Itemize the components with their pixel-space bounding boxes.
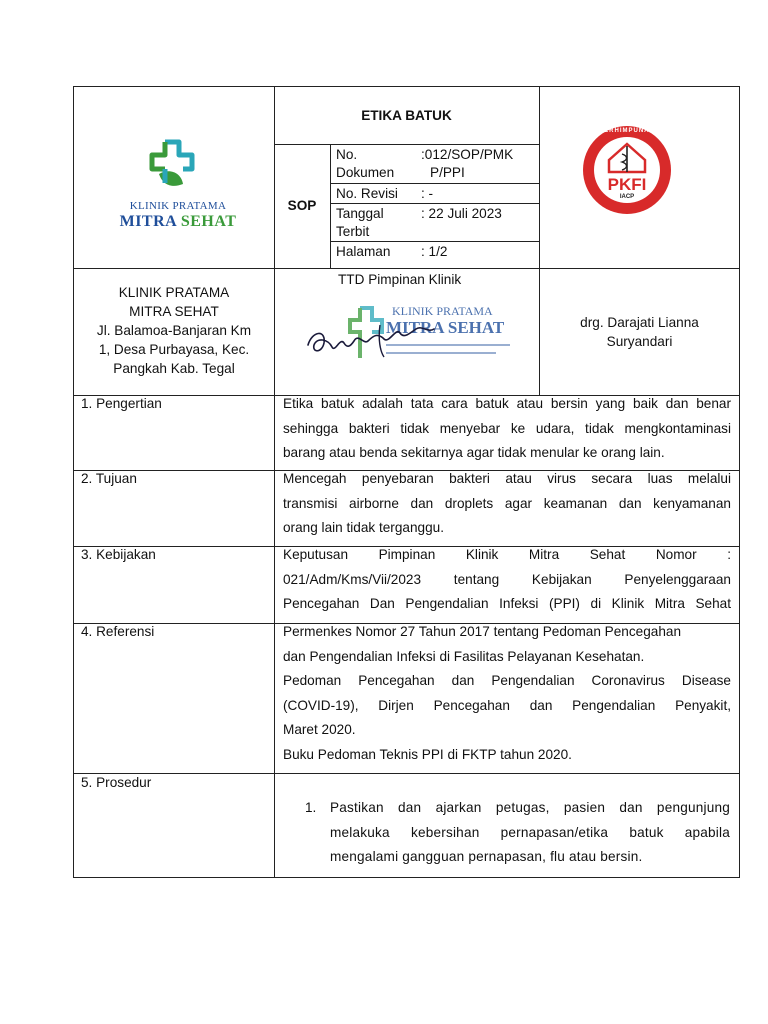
prosedur-line-3: mengalami gangguan pernapasan, flu atau bersin. bbox=[330, 849, 643, 864]
meta-tanggal-label-1: Tanggal bbox=[336, 206, 384, 221]
clinic-address-line-5: Pangkah Kab. Tegal bbox=[113, 361, 235, 376]
meta-halaman-label: Halaman bbox=[336, 244, 391, 259]
section-label-kebijakan: 3. Kebijakan bbox=[81, 547, 156, 562]
section-body-referensi bbox=[283, 620, 731, 767]
referensi-line-6: Buku Pedoman Teknis PPI di FKTP tahun 2020. bbox=[283, 746, 572, 762]
clinic-address bbox=[74, 283, 274, 378]
document-title: ETIKA BATUK bbox=[361, 108, 452, 123]
pkfi-ring-text: PERHIMPUNAN bbox=[599, 128, 655, 134]
meta-no-dokumen-label-1: No. bbox=[336, 147, 358, 162]
sop-label: SOP bbox=[287, 198, 317, 213]
clinic-address-line-1: KLINIK PRATAMA bbox=[118, 285, 230, 300]
section-label-tujuan: 2. Tujuan bbox=[81, 471, 137, 486]
referensi-line-4: (COVID-19), Dirjen Pencegahan dan Pengendalian Penyakit, bbox=[283, 697, 731, 713]
referensi-line-1: Permenkes Nomor 27 Tahun 2017 tentang Pedoman Pencegahan bbox=[283, 624, 682, 639]
tujuan-line-1: Mencegah penyebaran bakteri atau virus secara luas melalui bbox=[283, 471, 731, 486]
section-label-pengertian: 1. Pengertian bbox=[81, 396, 162, 411]
meta-revisi-label: No. Revisi bbox=[336, 186, 398, 201]
tujuan-line-2: transmisi airborne dan droplets agar keamanan dan kenyamanan bbox=[283, 495, 731, 511]
row-divider-prosedur bbox=[73, 773, 740, 774]
table-border-right bbox=[739, 86, 740, 878]
meta-no-dokumen-value-2: P/PPI bbox=[430, 165, 465, 180]
table-border-left bbox=[73, 86, 74, 878]
clinic-logo-line1: KLINIK PRATAMA bbox=[129, 200, 227, 212]
pkfi-sub-text: IACP bbox=[619, 194, 635, 200]
section-body-pengertian bbox=[283, 392, 731, 466]
stamp-line2: MITRA SEHAT bbox=[386, 318, 505, 337]
table-border-top bbox=[73, 86, 740, 87]
clinic-address-line-4: 1, Desa Purbayasa, Kec. bbox=[98, 342, 250, 357]
meta-tanggal-label-2: Terbit bbox=[336, 224, 370, 239]
signer-name bbox=[540, 313, 739, 351]
tujuan-line-3: orang lain tidak terganggu. bbox=[283, 520, 444, 535]
clinic-address-line-2: MITRA SEHAT bbox=[129, 304, 219, 319]
ttd-label: TTD Pimpinan Klinik bbox=[338, 272, 462, 287]
pengertian-line-2: sehingga bakteri tidak menyebar ke udara, tidak mengkontaminasi bbox=[283, 420, 731, 436]
sop-column-divider bbox=[330, 144, 331, 268]
kebijakan-line-2: 021/Adm/Kms/Vii/2023 tentang Kebijakan Penyelenggaraan bbox=[283, 571, 731, 587]
kebijakan-line-3: Pencegahan Dan Pengendalian Infeksi (PPI) di Klinik Mitra Sehat bbox=[283, 596, 731, 611]
signer-name-line-2: Suryandari bbox=[606, 334, 673, 349]
prosedur-line-1: Pastikan dan ajarkan petugas, pasien dan pengunjung bbox=[330, 800, 730, 815]
meta-no-dokumen-value-1: :012/SOP/PMK bbox=[421, 147, 514, 162]
clinic-cross-icon bbox=[145, 138, 205, 196]
pkfi-emblem-icon bbox=[581, 124, 673, 216]
clinic-logo-sehat: SEHAT bbox=[180, 213, 237, 230]
meta-revisi-value: : - bbox=[421, 186, 434, 201]
clinic-logo-line2 bbox=[108, 213, 248, 231]
signature-scribble bbox=[302, 315, 452, 365]
referensi-line-3: Pedoman Pencegahan dan Pengendalian Coronavirus Disease bbox=[283, 673, 731, 688]
section-body-kebijakan bbox=[283, 543, 731, 617]
pengertian-line-3: barang atau benda sekitarnya agar tidak menular ke orang lain. bbox=[283, 445, 665, 460]
pengertian-line-1: Etika batuk adalah tata cara batuk atau bersin yang baik dan benar bbox=[283, 396, 731, 411]
meta-halaman-value: : 1/2 bbox=[421, 244, 448, 259]
referensi-line-2: dan Pengendalian Infeksi di Fasilitas Pelayanan Kesehatan. bbox=[283, 648, 645, 664]
section-body-tujuan bbox=[283, 467, 731, 541]
prosedur-item-number: 1. bbox=[305, 800, 317, 815]
section-body-prosedur bbox=[330, 796, 730, 870]
clinic-logo bbox=[108, 138, 248, 238]
clinic-logo-mitra: MITRA bbox=[119, 213, 177, 230]
section-label-referensi: 4. Referensi bbox=[81, 624, 155, 639]
meta-no-dokumen-label-2: Dokumen bbox=[336, 165, 395, 180]
pkfi-logo bbox=[581, 124, 673, 216]
section-label-prosedur: 5. Prosedur bbox=[81, 775, 152, 790]
referensi-line-5: Maret 2020. bbox=[283, 722, 356, 737]
prosedur-line-2: melakuka kebersihan pernapasan/etika batuk apabila bbox=[330, 824, 730, 840]
stamp-line1: KLINIK PRATAMA bbox=[392, 304, 493, 318]
pkfi-inner-text: PKFI bbox=[607, 175, 647, 194]
kebijakan-line-1: Keputusan Pimpinan Klinik Mitra Sehat Nomor : bbox=[283, 547, 731, 562]
signer-name-line-1: drg. Darajati Lianna bbox=[580, 315, 699, 330]
header-bottom-divider bbox=[73, 268, 740, 269]
clinic-address-line-3: Jl. Balamoa-Banjaran Km bbox=[96, 323, 252, 338]
meta-tanggal-value: : 22 Juli 2023 bbox=[421, 206, 502, 221]
table-border-bottom bbox=[73, 877, 740, 878]
